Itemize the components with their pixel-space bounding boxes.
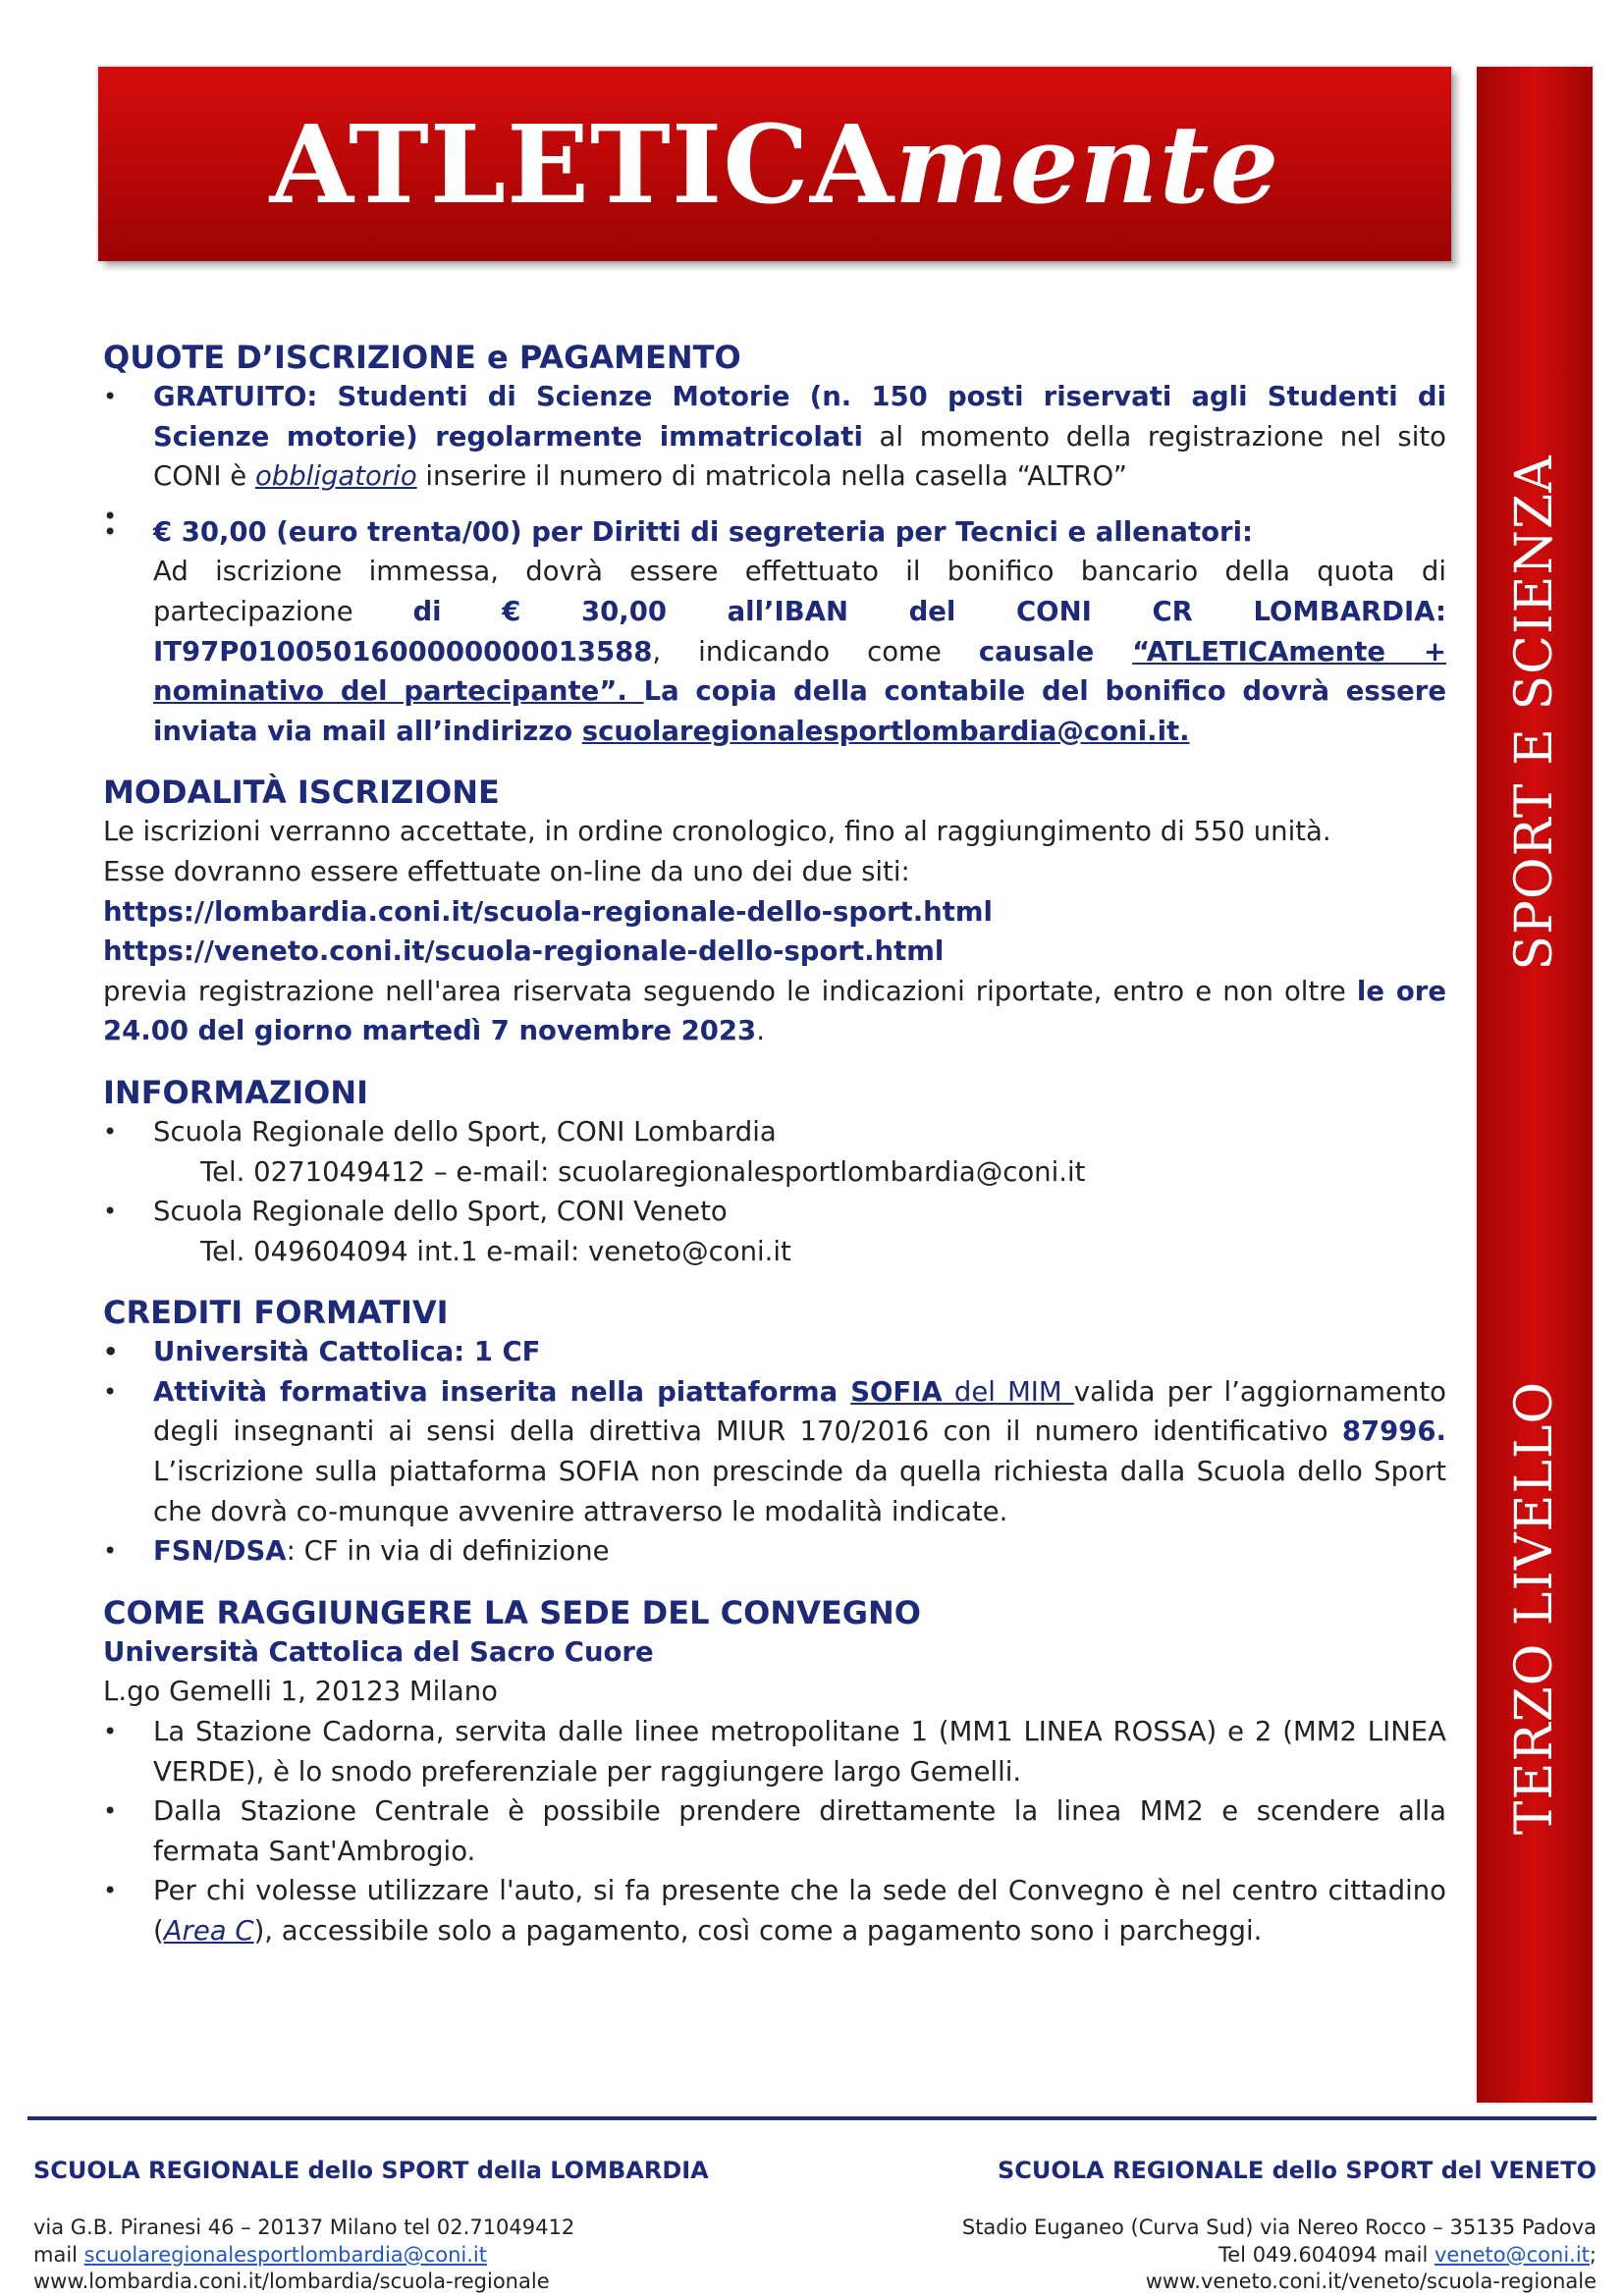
page-title [98, 101, 1451, 228]
quote-fee-text-b: , indicando come [652, 635, 979, 667]
quote-fee-text-a: Ad iscrizione immessa, dovrà essere effettuato il bonifico bancario della quota di partecipazione [153, 556, 1446, 627]
list-item [103, 1871, 1446, 1950]
sede-area-c-link[interactable]: Area C [163, 1915, 254, 1947]
sede-venue: Università Cattolica del Sacro Cuore [103, 1635, 654, 1668]
quote-free-text-a: al momento della registrazione nel sito CONI è [153, 420, 1446, 493]
section-quote [103, 338, 1446, 751]
header-banner [98, 67, 1451, 261]
sede-list [103, 1712, 1446, 1951]
list-item [103, 1192, 1446, 1271]
crediti-fsn-bold: FSN/DSA [153, 1535, 287, 1568]
title-italic: mente [894, 101, 1280, 228]
modalita-line2: Esse dovranno essere effettuate on-line da uno dei due siti: [103, 855, 910, 887]
footer-veneto-title: SCUOLA REGIONALE dello SPORT del VENETO [997, 2157, 1597, 2184]
footer-veneto-tel-label: Tel 049.604094 mail [1218, 2242, 1435, 2267]
quote-fee-copy-text: La copia della contabile del bonifico dovrà essere inviata via mail all’indirizzo [153, 675, 1447, 747]
info-veneto-name: Scuola Regionale dello Sport, CONI Veneto [153, 1196, 728, 1228]
main-content [103, 338, 1446, 1951]
list-item [103, 1531, 1446, 1572]
footer-lombardia-mail-line [33, 2242, 709, 2269]
section-heading-sede: COME RAGGIUNGERE LA SEDE DEL CONVEGNO [103, 1593, 921, 1631]
footer-lombardia-title: SCUOLA REGIONALE dello SPORT della LOMBARDIA [33, 2157, 709, 2184]
footer-lombardia-email-link[interactable]: scuolaregionalesportlombardia@coni.it [83, 2242, 487, 2267]
modalita-line1: Le iscrizioni verranno accettate, in ordine cronologico, fino al raggiungimento di 550 unità. [103, 816, 1331, 848]
footer-veneto-address: Stadio Euganeo (Curva Sud) via Nereo Rocco – 35135 Padova [961, 2216, 1597, 2239]
list-item: • La Stazione Cadorna, servita dalle linee metropolitane 1 (MM1 LINEA ROSSA) e 2 (MM2 LINEA VERDE), è lo snodo preferenziale per raggiungere largo Gemelli. [103, 1712, 1446, 1791]
list-item [103, 1112, 1446, 1192]
footer-divider [27, 2116, 1597, 2120]
footer-lombardia [33, 2156, 709, 2296]
list-item [103, 377, 1446, 497]
crediti-fsn-text: : CF in via di definizione [286, 1535, 610, 1568]
modalita-deadline [103, 972, 1446, 1051]
side-banner [1477, 67, 1593, 2103]
footer-lombardia-mail-label: mail [33, 2242, 84, 2267]
footer-veneto [962, 2156, 1597, 2296]
modalita-deadline-date: le ore 24.00 del giorno martedì 7 novembre 2023 [103, 975, 1446, 1047]
side-banner-bottom-text: TERZO LIVELLO [1505, 1380, 1564, 1836]
list-item: • Università Cattolica: 1 CF [103, 1332, 1446, 1372]
footer-veneto-web[interactable]: www.veneto.coni.it/veneto/scuola-regionale [1145, 2269, 1597, 2293]
section-informazioni [103, 1073, 1446, 1271]
crediti-sofia-bold: Attività formativa inserita nella piattaforma [153, 1375, 851, 1408]
title-upright: ATLETICA [269, 101, 895, 228]
modalita-url-veneto[interactable]: https://veneto.coni.it/scuola-regionale-dello-sport.html [103, 935, 945, 968]
quote-list [103, 377, 1446, 751]
info-veneto-contact: Tel. 049604094 int.1 e-mail: veneto@coni.it [200, 1235, 791, 1267]
modalita-deadline-text: previa registrazione nell'area riservata seguendo le indicazioni riportate, entro e non oltre [103, 975, 1357, 1007]
crediti-sofia-text-a: valida per l’aggiornamento degli insegnanti ai sensi della direttiva MIUR 170/2016 con il numero identificativo [153, 1375, 1446, 1448]
crediti-list [103, 1332, 1446, 1572]
list-item [103, 1372, 1446, 1531]
footer-veneto-mail-line [962, 2242, 1597, 2269]
informazioni-list [103, 1112, 1446, 1271]
crediti-sofia-id: 87996. [1341, 1415, 1446, 1448]
section-modalita [103, 773, 1446, 1051]
list-item [103, 512, 1446, 752]
quote-fee-causale-value: “ATLETICAmente + nominativo del partecipante”. [153, 635, 1446, 708]
quote-free-bold: GRATUITO: Studenti di Scienze Motorie (n. 150 posti riservati agli Studenti di Scienze motorie) regolarmente immatricolati [153, 381, 1446, 453]
footer-veneto-mail-suffix: ; [1589, 2242, 1597, 2267]
section-heading-modalita: MODALITÀ ISCRIZIONE [103, 774, 500, 812]
section-heading-crediti: CREDITI FORMATIVI [103, 1294, 449, 1332]
section-sede [103, 1593, 1446, 1951]
info-lombardia-name: Scuola Regionale dello Sport, CONI Lombardia [153, 1115, 777, 1148]
crediti-sofia-link[interactable]: SOFIA [850, 1375, 943, 1408]
quote-free-emph: obbligatorio [254, 460, 417, 493]
section-heading-quote: QUOTE D’ISCRIZIONE e PAGAMENTO [103, 339, 741, 376]
crediti-sofia-text-b: L’iscrizione sulla piattaforma SOFIA non prescinde da quella richiesta dalla Scuola dello Sport che dovrà co-munque avvenire attraverso le modalità indicate. [153, 1456, 1446, 1527]
sede-car-text-b: ), accessibile solo a pagamento, così come a pagamento sono i parcheggi. [253, 1915, 1263, 1947]
info-lombardia-contact: Tel. 0271049412 – e-mail: scuolaregionalesportlombardia@coni.it [200, 1155, 1086, 1188]
footer-lombardia-web[interactable]: www.lombardia.coni.it/lombardia/scuola-regionale [33, 2269, 550, 2293]
section-crediti [103, 1293, 1446, 1572]
quote-fee-iban: di € 30,00 all’IBAN del CONI CR LOMBARDIA: IT97P0100501600000000013588 [153, 595, 1447, 667]
section-heading-informazioni: INFORMAZIONI [103, 1073, 368, 1111]
sede-address: L.go Gemelli 1, 20123 Milano [103, 1676, 498, 1708]
quote-free-text-b: inserire il numero di matricola nella casella “ALTRO” [416, 460, 1127, 493]
quote-fee-causale-label: causale [978, 635, 1133, 667]
sede-car-text-a: Per chi volesse utilizzare l'auto, si fa presente che la sede del Convegno è nel centro cittadino ( [153, 1875, 1446, 1947]
footer-veneto-email-link[interactable]: veneto@coni.it [1434, 2242, 1590, 2267]
modalita-deadline-end: . [756, 1015, 765, 1047]
footer-lombardia-address: via G.B. Piranesi 46 – 20137 Milano tel 02.71049412 [33, 2216, 575, 2239]
quote-fee-email[interactable]: scuolaregionalesportlombardia@coni.it. [581, 715, 1190, 747]
modalita-url-lombardia[interactable]: https://lombardia.coni.it/scuola-regionale-dello-sport.html [103, 895, 993, 928]
spacer [103, 497, 1446, 512]
crediti-mim: del MIM [942, 1375, 1074, 1408]
side-banner-top-text: SPORT E SCIENZA [1505, 454, 1564, 971]
quote-fee-heading: € 30,00 (euro trenta/00) per Diritti di segreteria per Tecnici e allenatori: [153, 515, 1253, 548]
list-item: • Dalla Stazione Centrale è possibile prendere direttamente la linea MM2 e scendere alla fermata Sant'Ambrogio. [103, 1791, 1446, 1871]
